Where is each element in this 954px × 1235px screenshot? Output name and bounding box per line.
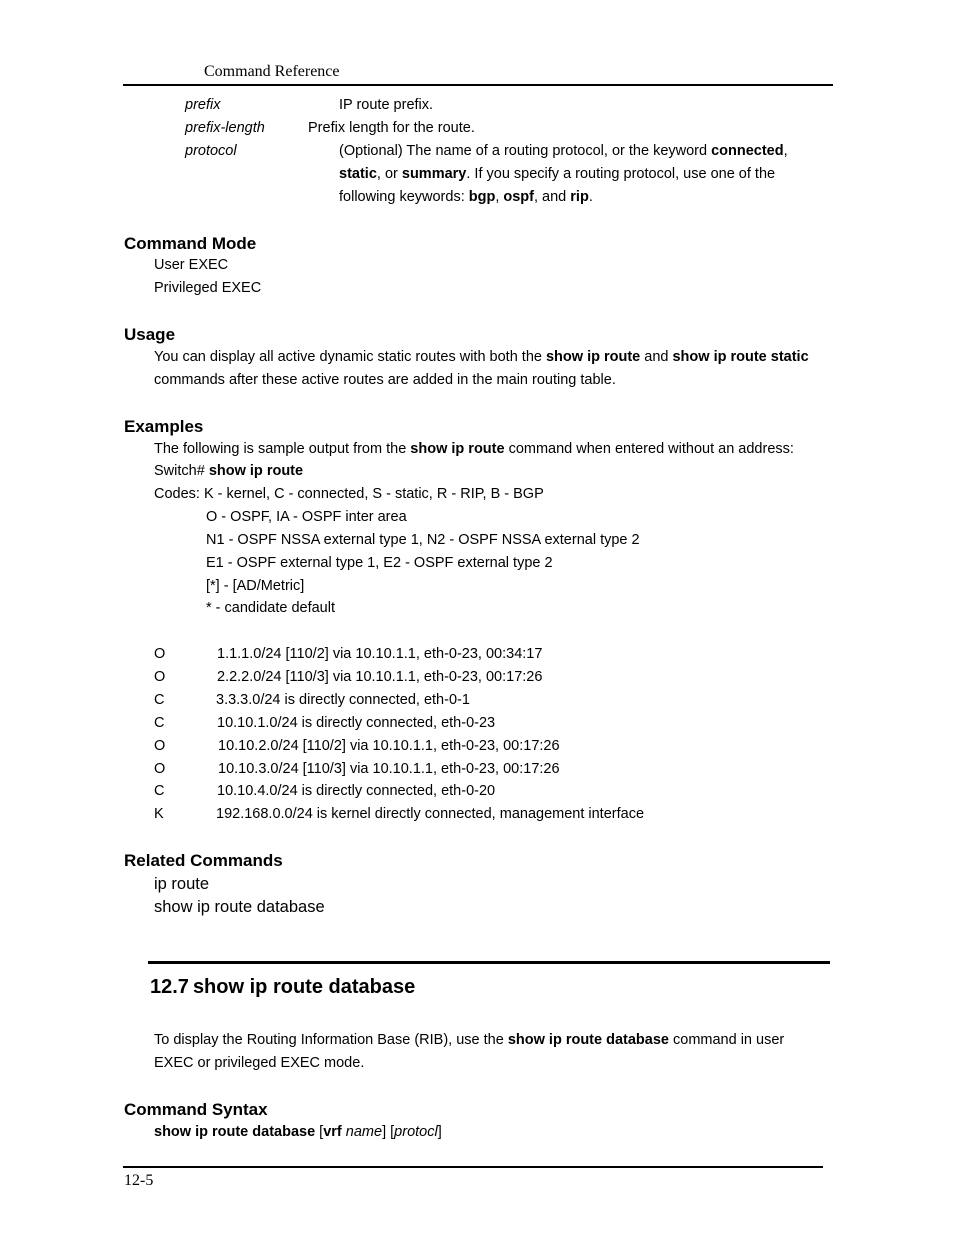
- param-desc-protocol-line3: following keywords: bgp, ospf, and rip.: [339, 189, 593, 205]
- route-entry: 10.10.1.0/24 is directly connected, eth-0-23: [217, 715, 496, 731]
- param-desc-protocol-line1: (Optional) The name of a routing protocol, or the keyword connected,: [339, 143, 788, 159]
- related-command-item: ip route: [154, 875, 210, 893]
- usage-text-line2: commands after these active routes are added in the main routing table.: [154, 372, 616, 388]
- route-entry: 192.168.0.0/24 is kernel directly connected, management interface: [216, 806, 645, 822]
- command-syntax-line: show ip route database [vrf name] [protocl]: [154, 1124, 442, 1140]
- command-mode-item: Privileged EXEC: [154, 280, 262, 296]
- page-number: 12-5: [124, 1172, 154, 1189]
- heading-related-commands: Related Commands: [124, 851, 283, 870]
- param-name-prefix-length: prefix-length: [185, 120, 265, 136]
- header-rule: [123, 84, 833, 86]
- codes-line: Codes: K - kernel, C - connected, S - static, R - RIP, B - BGP: [154, 486, 544, 502]
- heading-command-syntax: Command Syntax: [124, 1100, 268, 1119]
- route-code: K: [154, 806, 164, 822]
- heading-command-mode: Command Mode: [124, 234, 257, 253]
- section-title: [150, 976, 415, 999]
- section-number: 12.7: [150, 976, 189, 998]
- codes-line: [*] - [AD/Metric]: [206, 578, 305, 594]
- route-code: C: [154, 692, 165, 708]
- route-entry: 10.10.4.0/24 is directly connected, eth-0-20: [217, 783, 496, 799]
- param-name-protocol: protocol: [185, 143, 237, 159]
- heading-usage: Usage: [124, 325, 176, 344]
- heading-examples: Examples: [124, 417, 204, 436]
- command-mode-item: User EXEC: [154, 257, 229, 273]
- route-code: O: [154, 669, 166, 685]
- param-desc-prefix: IP route prefix.: [339, 97, 434, 113]
- param-name-prefix: prefix: [185, 97, 221, 113]
- codes-line: O - OSPF, IA - OSPF inter area: [206, 509, 407, 525]
- codes-line: E1 - OSPF external type 1, E2 - OSPF external type 2: [206, 555, 553, 571]
- related-command-item: show ip route database: [154, 898, 325, 916]
- route-entry: 10.10.2.0/24 [110/2] via 10.10.1.1, eth-0-23, 00:17:26: [218, 738, 560, 754]
- route-code: O: [154, 761, 166, 777]
- usage-text-line1: You can display all active dynamic static routes with both the show ip route and show ip route static: [154, 349, 809, 365]
- codes-line: N1 - OSPF NSSA external type 1, N2 - OSPF NSSA external type 2: [206, 532, 640, 548]
- example-command-line: Switch# show ip route: [154, 463, 304, 479]
- route-entry: 1.1.1.0/24 [110/2] via 10.10.1.1, eth-0-23, 00:34:17: [217, 646, 543, 662]
- param-desc-protocol-line2: static, or summary. If you specify a routing protocol, use one of the: [339, 166, 776, 182]
- route-entry: 3.3.3.0/24 is directly connected, eth-0-1: [216, 692, 470, 708]
- section-description-line2: EXEC or privileged EXEC mode.: [154, 1055, 365, 1071]
- page-header-title: Command Reference: [204, 63, 340, 80]
- section-description-line1: To display the Routing Information Base (RIB), use the show ip route database command in user: [154, 1032, 785, 1048]
- route-code: O: [154, 738, 166, 754]
- codes-line: * - candidate default: [206, 600, 335, 616]
- route-code: C: [154, 715, 165, 731]
- examples-intro: The following is sample output from the show ip route command when entered without an address:: [154, 441, 794, 457]
- route-code: O: [154, 646, 166, 662]
- route-entry: 2.2.2.0/24 [110/3] via 10.10.1.1, eth-0-23, 00:17:26: [217, 669, 543, 685]
- param-desc-prefix-length: Prefix length for the route.: [308, 120, 475, 136]
- route-entry: 10.10.3.0/24 [110/3] via 10.10.1.1, eth-0-23, 00:17:26: [218, 761, 560, 777]
- route-code: C: [154, 783, 165, 799]
- section-rule: [148, 961, 830, 964]
- footer-rule: [123, 1166, 823, 1168]
- section-title-text: show ip route database: [192, 976, 416, 998]
